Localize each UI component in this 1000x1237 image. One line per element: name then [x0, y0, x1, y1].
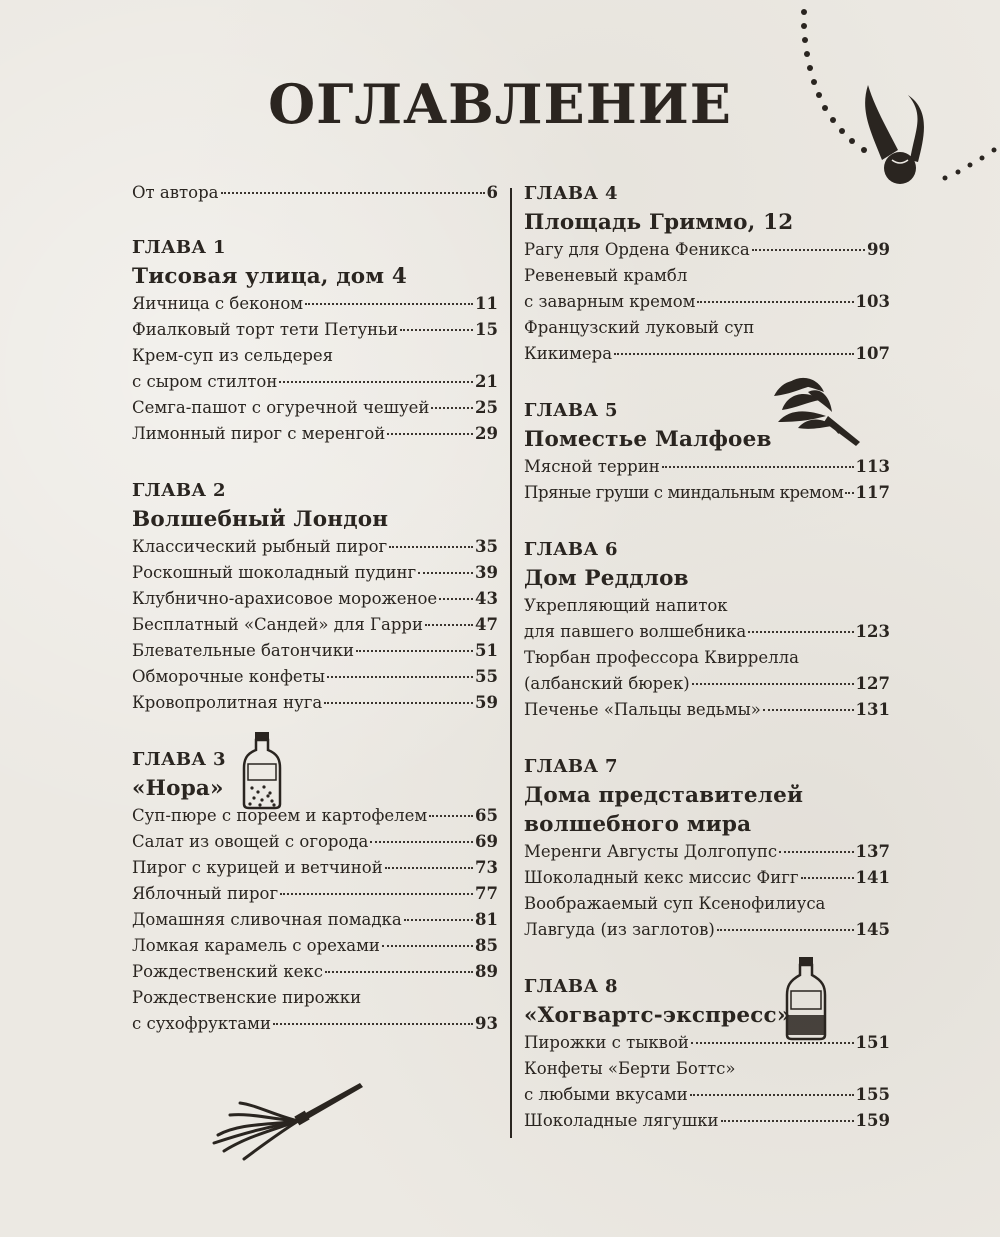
toc-entry[interactable]	[132, 881, 498, 907]
entry-page: 73	[475, 858, 498, 877]
chapter-title: «Хогвартс-экспресс»	[524, 1003, 791, 1028]
entry-title: для павшего волшебника	[524, 622, 747, 641]
toc-entry[interactable]	[132, 829, 498, 855]
toc-entry[interactable]	[132, 586, 498, 612]
golden-snitch-icon	[790, 0, 1000, 200]
entry-title: Яичница с беконом	[132, 294, 304, 313]
chapter-title: Волшебный Лондон	[132, 507, 389, 532]
toc-entry-line[interactable]: Воображаемый суп Ксенофилиуса	[524, 894, 826, 913]
toc-entry-line[interactable]: Крем-суп из сельдерея	[132, 346, 334, 365]
entry-page: 99	[867, 240, 890, 259]
toc-entry[interactable]	[524, 454, 890, 480]
entry-page: 159	[855, 1111, 890, 1130]
entry-page: 151	[855, 1033, 890, 1052]
entry-page: 141	[855, 868, 890, 887]
dot-leader	[382, 944, 473, 947]
chapter-label: ГЛАВА 4	[524, 183, 618, 204]
toc-entry-line[interactable]: Ревеневый крамбл	[524, 266, 688, 285]
dot-leader	[370, 840, 473, 843]
dot-leader	[691, 1041, 854, 1044]
dot-leader	[221, 191, 485, 194]
entry-page: 103	[855, 292, 890, 311]
entry-title: с любыми вкусами	[524, 1085, 688, 1104]
toc-entry[interactable]	[132, 421, 498, 447]
entry-page: 25	[475, 398, 498, 417]
entry-title: Блевательные батончики	[132, 641, 355, 660]
entry-page: 131	[855, 700, 890, 719]
entry-title: Кровопролитная нуга	[132, 693, 323, 712]
chapter-label: ГЛАВА 1	[132, 237, 226, 258]
dot-leader	[721, 1119, 854, 1122]
entry-title: Фиалковый торт тети Петуньи	[132, 320, 399, 339]
toc-entry[interactable]	[132, 855, 498, 881]
dot-leader	[400, 328, 473, 331]
toc-entry[interactable]	[132, 664, 498, 690]
entry-page: 123	[855, 622, 890, 641]
toc-entry-line[interactable]: Французский луковый суп	[524, 318, 755, 337]
dot-leader	[662, 465, 854, 468]
toc-entry[interactable]	[524, 671, 890, 697]
chapter-title: Тисовая улица, дом 4	[132, 264, 408, 289]
entry-title: Шоколадный кекс миссис Фигг	[524, 868, 799, 887]
chapter-label: ГЛАВА 3	[132, 749, 226, 770]
toc-entry[interactable]	[132, 369, 498, 395]
dot-leader	[845, 491, 853, 494]
chapter-title: Дома представителей	[524, 783, 804, 808]
entry-title: Пирог с курицей и ветчиной	[132, 858, 383, 877]
entry-page: 113	[855, 457, 890, 476]
toc-entry[interactable]	[132, 933, 498, 959]
toc-entry[interactable]	[132, 638, 498, 664]
toc-entry[interactable]	[132, 395, 498, 421]
dot-leader	[752, 248, 865, 251]
dot-leader	[387, 432, 473, 435]
toc-entry[interactable]	[132, 560, 498, 586]
entry-title: Бесплатный «Сандей» для Гарри	[132, 615, 423, 634]
entry-page: 55	[475, 667, 498, 686]
toc-entry[interactable]	[524, 697, 890, 723]
entry-page: 65	[475, 806, 498, 825]
entry-page: 35	[475, 537, 498, 556]
toc-entry[interactable]	[132, 907, 498, 933]
dot-leader	[389, 545, 473, 548]
toc-entry[interactable]	[524, 289, 890, 315]
toc-column-left	[132, 180, 498, 1037]
entry-page: 155	[855, 1085, 890, 1104]
dot-leader	[717, 928, 854, 931]
toc-entry[interactable]	[132, 803, 498, 829]
entry-page: 81	[475, 910, 498, 929]
chapter-title: Поместье Малфоев	[524, 427, 772, 452]
chapter-title: Дом Реддлов	[524, 566, 689, 591]
toc-entry[interactable]	[524, 839, 890, 865]
entry-title: Рождественский кекс	[132, 962, 323, 981]
entry-page: 89	[475, 962, 498, 981]
entry-page: 93	[475, 1014, 498, 1033]
entry-page: 145	[855, 920, 890, 939]
entry-title: От автора	[132, 183, 219, 202]
toc-entry[interactable]	[132, 291, 498, 317]
chapter-label: ГЛАВА 2	[132, 480, 226, 501]
entry-page: 137	[855, 842, 890, 861]
chapter-title: волшебного мира	[524, 812, 752, 837]
dot-leader	[279, 380, 473, 383]
dot-leader	[690, 1093, 854, 1096]
toc-entry-line[interactable]: Укрепляющий напиток	[524, 596, 728, 615]
entry-page: 47	[475, 615, 498, 634]
chapter-title: «Нора»	[132, 776, 224, 801]
toc-entry-line[interactable]: Рождественские пирожки	[132, 988, 362, 1007]
entry-page: 15	[475, 320, 498, 339]
dot-leader	[418, 571, 473, 574]
entry-page: 85	[475, 936, 498, 955]
entry-page: 21	[475, 372, 498, 391]
toc-entry[interactable]	[524, 1030, 890, 1056]
entry-title: Домашняя сливочная помадка	[132, 910, 402, 929]
dot-leader	[431, 406, 473, 409]
toc-entry[interactable]	[524, 865, 890, 891]
broom-icon	[210, 1075, 370, 1165]
chapter-label: ГЛАВА 8	[524, 976, 618, 997]
toc-entry[interactable]	[132, 1011, 498, 1037]
entry-title: Мясной террин	[524, 457, 660, 476]
dot-leader	[692, 682, 854, 685]
dot-leader	[429, 814, 473, 817]
dot-leader	[614, 352, 853, 355]
toc-entry[interactable]	[132, 534, 498, 560]
entry-title: Роскошный шоколадный пудинг	[132, 563, 417, 582]
toc-entry[interactable]	[132, 317, 498, 343]
toc-entry[interactable]	[524, 1082, 890, 1108]
dot-leader	[356, 649, 473, 652]
entry-title: Пирожки с тыквой	[524, 1033, 689, 1052]
entry-page: 77	[475, 884, 498, 903]
toc-column-right	[524, 180, 890, 1134]
dot-leader	[325, 970, 473, 973]
entry-title: с сыром стилтон	[132, 372, 278, 391]
entry-title: Яблочный пирог	[132, 884, 279, 903]
toc-entry[interactable]	[132, 180, 498, 206]
entry-page: 6	[486, 183, 498, 202]
dot-leader	[327, 675, 473, 678]
entry-title: Лавгуда (из заглотов)	[524, 920, 715, 939]
entry-title: Рагу для Ордена Феникса	[524, 240, 750, 259]
toc-entry[interactable]	[132, 690, 498, 716]
entry-title: Семга-пашот с огуречной чешуей	[132, 398, 430, 417]
entry-page: 29	[475, 424, 498, 443]
toc-entry[interactable]	[524, 237, 890, 263]
dot-leader	[385, 866, 473, 869]
toc-entry[interactable]	[524, 619, 890, 645]
entry-title: Меренги Августы Долгопупс	[524, 842, 778, 861]
toc-entry[interactable]	[524, 917, 890, 943]
entry-title: с заварным кремом	[524, 292, 696, 311]
entry-page: 39	[475, 563, 498, 582]
dot-leader	[763, 708, 854, 711]
entry-title: (албанский бюрек)	[524, 674, 690, 693]
entry-title: Шоколадные лягушки	[524, 1111, 719, 1130]
entry-title: с сухофруктами	[132, 1014, 271, 1033]
chapter-label: ГЛАВА 6	[524, 539, 618, 560]
dot-leader	[779, 850, 853, 853]
dot-leader	[697, 300, 853, 303]
toc-entry[interactable]	[524, 480, 890, 506]
dot-leader	[280, 892, 473, 895]
dot-leader	[305, 302, 473, 305]
page-title: ОГЛАВЛЕНИЕ	[268, 72, 732, 136]
entry-title: Пряные груши с миндальным кремом	[524, 483, 844, 502]
dot-leader	[324, 701, 473, 704]
chapter-title: Площадь Гриммо, 12	[524, 210, 794, 235]
dot-leader	[425, 623, 473, 626]
entry-title: Ломкая карамель с орехами	[132, 936, 380, 955]
entry-page: 117	[855, 483, 890, 502]
toc-entry[interactable]	[132, 612, 498, 638]
entry-page: 43	[475, 589, 498, 608]
entry-page: 51	[475, 641, 498, 660]
toc-entry[interactable]	[524, 341, 890, 367]
dot-leader	[273, 1022, 473, 1025]
chapter-label: ГЛАВА 7	[524, 756, 618, 777]
toc-entry[interactable]	[132, 959, 498, 985]
entry-title: Суп-пюре с пореем и картофелем	[132, 806, 428, 825]
entry-title: Печенье «Пальцы ведьмы»	[524, 700, 761, 719]
column-divider	[510, 188, 512, 1138]
entry-page: 59	[475, 693, 498, 712]
toc-entry[interactable]	[524, 1108, 890, 1134]
toc-entry-line[interactable]: Конфеты «Берти Боттс»	[524, 1059, 736, 1078]
dot-leader	[801, 876, 854, 879]
dot-leader	[404, 918, 473, 921]
chapter-label: ГЛАВА 5	[524, 400, 618, 421]
entry-title: Клубнично-арахисовое мороженое	[132, 589, 438, 608]
dot-leader	[748, 630, 853, 633]
entry-title: Обморочные конфеты	[132, 667, 325, 686]
entry-title: Классический рыбный пирог	[132, 537, 388, 556]
entry-title: Лимонный пирог с меренгой	[132, 424, 386, 443]
entry-title: Салат из овощей с огорода	[132, 832, 369, 851]
entry-title: Кикимера	[524, 344, 613, 363]
entry-page: 69	[475, 832, 498, 851]
dot-leader	[439, 597, 473, 600]
entry-page: 107	[855, 344, 890, 363]
entry-page: 11	[475, 294, 498, 313]
entry-page: 127	[855, 674, 890, 693]
toc-entry-line[interactable]: Тюрбан профессора Квиррелла	[524, 648, 799, 667]
